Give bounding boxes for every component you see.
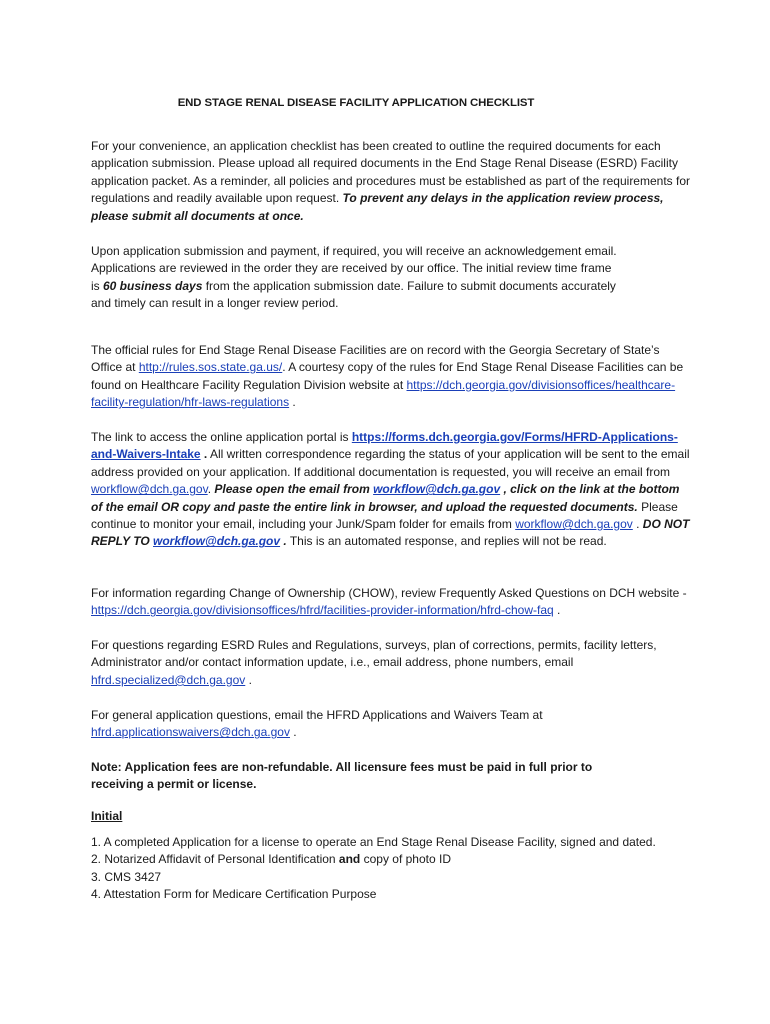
list-item: 1. A completed Application for a license to operate an End Stage Renal Disease Facility, signed and dated. xyxy=(91,835,656,849)
chow-faq-link[interactable]: https://dch.georgia.gov/divisionsoffices/hfrd/facilities-provider-information/hfrd-chow-faq xyxy=(91,603,554,618)
workflow-email-link-2[interactable]: workflow@dch.ga.gov xyxy=(373,482,501,497)
rules-paragraph: The official rules for End Stage Renal Disease Facilities are on record with the Georgia Secretary of State’s Office at http://rules.sos.state.ga.us/. A courtesy copy of the rules for End Stage Renal Disease Facilities can be found on Healthcare Facility Regulation Division website at https://dch.georgia.gov/divisionsoffices/healthcare-facility-regulation/hfr-laws-regulations . xyxy=(91,343,684,410)
list-item: 3. CMS 3427 xyxy=(91,869,162,884)
general-questions-paragraph: For general application questions, email the HFRD Applications and Waivers Team at hfrd.applicationswaivers@dch.ga.gov . xyxy=(91,708,543,740)
initial-heading: Initial xyxy=(91,809,123,823)
workflow-email-link-3[interactable]: workflow@dch.ga.gov xyxy=(515,517,633,532)
intro-paragraph: For your convenience, an application checklist has been created to outline the required documents for each application submission. Please upload all required documents in the End Stage Renal Disease (ESRD) Facility application packet. As a reminder, all policies and procedures must be established as part of the requirements for regulations and readily available upon request. To prevent any delays in the application review process, please submit all documents at once. xyxy=(91,139,690,223)
list-item: 2. Notarized Affidavit of Personal Identification and copy of photo ID xyxy=(91,852,451,867)
sos-rules-link[interactable]: http://rules.sos.state.ga.us/ xyxy=(138,360,283,375)
workflow-email-link-1[interactable]: workflow@dch.ga.gov xyxy=(91,482,208,497)
portal-paragraph: The link to access the online application portal is https://forms.dch.georgia.gov/Forms/HFRD-Applications-and-Waivers-Intake . All written correspondence regarding the status of your application will be sent to the email address provided on your application. If additional documentation is requested, you will receive an email from workflow@dch.ga.gov. Please open the email from workflow@dch.ga.gov , click on the link at the bottom of the email OR copy and paste the entire link in browser, and upload the requested documents. Please continue to monitor your email, including your Junk/Spam folder for emails from workflow@dch.ga.gov . DO NOT REPLY TO workflow@dch.ga.gov . This is an automated response, and replies will not be read. xyxy=(91,430,690,549)
list-item: 4. Attestation Form for Medicare Certification Purpose xyxy=(91,887,377,902)
fees-note: Note: Application fees are non-refundable. All licensure fees must be paid in full prior to receiving a permit or license. xyxy=(91,760,593,792)
applications-waivers-email-link[interactable]: hfrd.applicationswaivers@dch.ga.gov xyxy=(91,725,290,740)
initial-checklist xyxy=(91,834,691,904)
review-time-emphasis: 60 business days xyxy=(103,278,203,293)
questions-paragraph: For questions regarding ESRD Rules and Regulations, surveys, plan of corrections, permits, facility letters, Administrator and/or contact information update, i.e., email address, phone numbers, email hfrd.specialized@dch.ga.gov . xyxy=(91,638,657,687)
review-paragraph: Upon application submission and payment, if required, you will receive an acknowledgement email. Applications are reviewed in the order they are received by our office. The initial review time frame is 60 business days from the application submission date. Failure to submit documents accurately and timely can result in a longer review period. xyxy=(91,244,617,311)
hfr-laws-link[interactable]: https://dch.georgia.gov/divisionsoffices/healthcare-facility-regulation/hfr-laws-regulations xyxy=(91,377,676,410)
intro-emphasis: To prevent any delays in the application review process, please submit all documents at once. xyxy=(91,191,664,223)
specialized-email-link[interactable]: hfrd.specialized@dch.ga.gov xyxy=(91,672,246,687)
application-portal-link[interactable]: https://forms.dch.georgia.gov/Forms/HFRD-Applications-and-Waivers-Intake xyxy=(91,430,678,462)
chow-paragraph: For information regarding Change of Ownership (CHOW), review Frequently Asked Questions on DCH website - https://dch.georgia.gov/divisionsoffices/hfrd/facilities-provider-information/hfrd-chow-faq . xyxy=(91,586,687,618)
page-title: END STAGE RENAL DISEASE FACILITY APPLICATION CHECKLIST xyxy=(177,97,535,109)
workflow-email-link-4[interactable]: workflow@dch.ga.gov xyxy=(153,534,281,549)
